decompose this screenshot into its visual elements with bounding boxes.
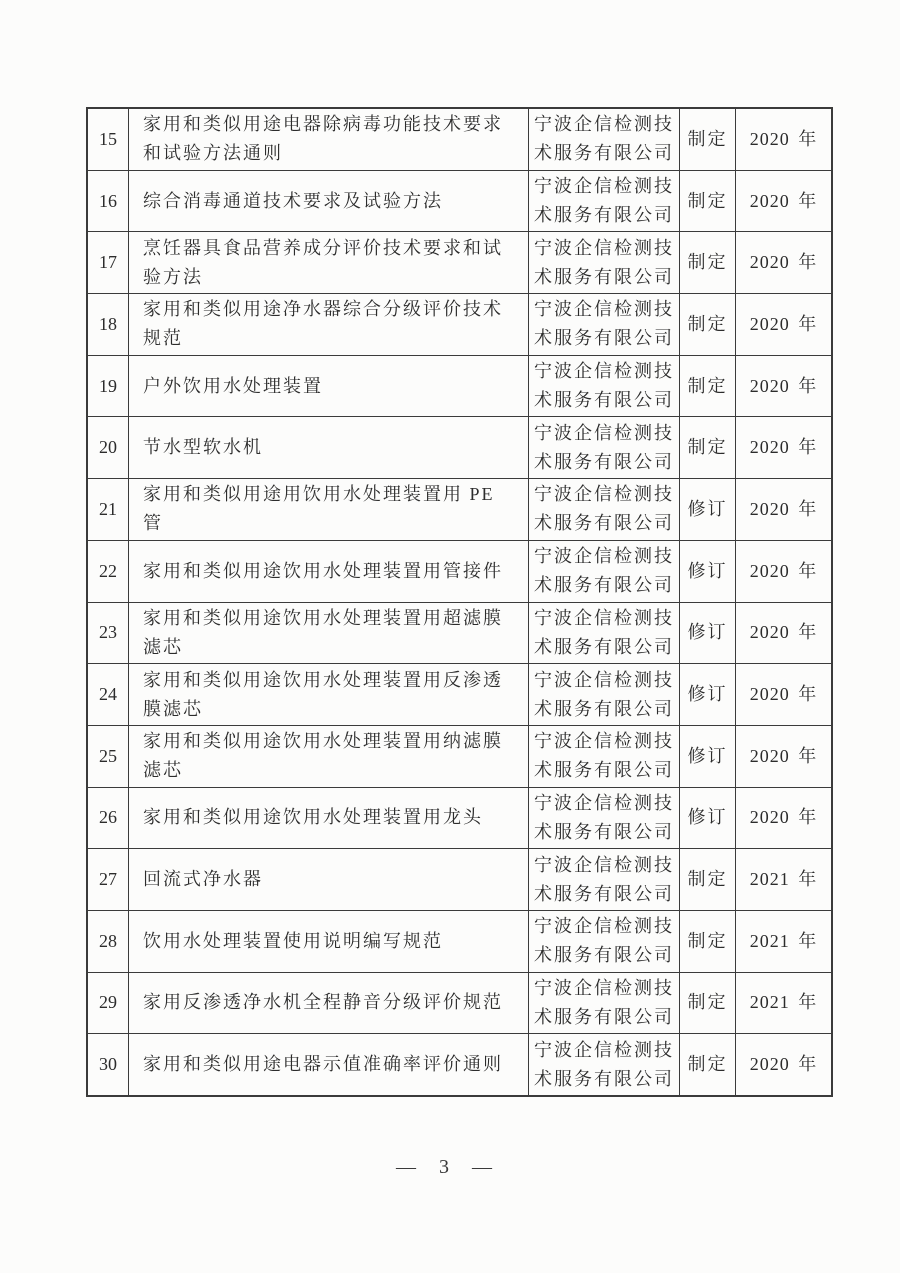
row-number: 28 <box>99 930 117 951</box>
drafting-organization: 宁波企信检测技术服务有限公司 <box>528 664 679 725</box>
row-number: 19 <box>99 375 117 396</box>
completion-year: 2020 年 <box>735 1034 831 1095</box>
drafting-organization: 宁波企信检测技术服务有限公司 <box>528 973 679 1034</box>
revision-type: 制定 <box>679 294 735 355</box>
completion-year: 2020 年 <box>735 664 831 725</box>
completion-year: 2020 年 <box>735 479 831 540</box>
standard-name: 家用和类似用途饮用水处理装置用管接件 <box>128 541 528 602</box>
standard-name: 回流式净水器 <box>128 849 528 910</box>
completion-year: 2021 年 <box>735 911 831 972</box>
drafting-organization: 宁波企信检测技术服务有限公司 <box>528 294 679 355</box>
row-number: 30 <box>99 1054 117 1075</box>
row-number: 17 <box>99 252 117 273</box>
drafting-organization: 宁波企信检测技术服务有限公司 <box>528 603 679 664</box>
drafting-organization: 宁波企信检测技术服务有限公司 <box>528 479 679 540</box>
drafting-organization: 宁波企信检测技术服务有限公司 <box>528 171 679 232</box>
standard-name: 综合消毒通道技术要求及试验方法 <box>128 171 528 232</box>
revision-type: 制定 <box>679 109 735 170</box>
revision-type: 制定 <box>679 232 735 293</box>
standard-name: 家用和类似用途用饮用水处理装置用 PE 管 <box>128 479 528 540</box>
table-row <box>88 602 831 664</box>
row-number: 15 <box>99 128 117 149</box>
completion-year: 2020 年 <box>735 788 831 849</box>
completion-year: 2021 年 <box>735 973 831 1034</box>
drafting-organization: 宁波企信检测技术服务有限公司 <box>528 1034 679 1095</box>
table-row <box>88 848 831 910</box>
table-row <box>88 170 831 232</box>
completion-year: 2020 年 <box>735 541 831 602</box>
table-row <box>88 787 831 849</box>
revision-type: 修订 <box>679 788 735 849</box>
revision-type: 制定 <box>679 911 735 972</box>
standard-name: 饮用水处理装置使用说明编写规范 <box>128 911 528 972</box>
row-number: 16 <box>99 190 117 211</box>
completion-year: 2020 年 <box>735 603 831 664</box>
row-number: 25 <box>99 745 117 766</box>
completion-year: 2020 年 <box>735 171 831 232</box>
drafting-organization: 宁波企信检测技术服务有限公司 <box>528 417 679 478</box>
drafting-organization: 宁波企信检测技术服务有限公司 <box>528 788 679 849</box>
revision-type: 制定 <box>679 356 735 417</box>
standard-name: 家用和类似用途饮用水处理装置用反渗透膜滤芯 <box>128 664 528 725</box>
revision-type: 修订 <box>679 726 735 787</box>
standard-name: 家用和类似用途饮用水处理装置用龙头 <box>128 788 528 849</box>
drafting-organization: 宁波企信检测技术服务有限公司 <box>528 109 679 170</box>
table-row <box>88 416 831 478</box>
revision-type: 制定 <box>679 171 735 232</box>
table-row <box>88 725 831 787</box>
standard-name: 家用和类似用途饮用水处理装置用超滤膜滤芯 <box>128 603 528 664</box>
revision-type: 修订 <box>679 603 735 664</box>
page-number: — 3 — <box>396 1156 494 1178</box>
table-row <box>88 1033 831 1095</box>
row-number: 18 <box>99 313 117 334</box>
drafting-organization: 宁波企信检测技术服务有限公司 <box>528 232 679 293</box>
row-number: 26 <box>99 807 117 828</box>
row-number: 29 <box>99 992 117 1013</box>
completion-year: 2020 年 <box>735 417 831 478</box>
drafting-organization: 宁波企信检测技术服务有限公司 <box>528 911 679 972</box>
row-number: 27 <box>99 869 117 890</box>
standard-name: 家用和类似用途净水器综合分级评价技术规范 <box>128 294 528 355</box>
completion-year: 2020 年 <box>735 726 831 787</box>
table-row <box>88 478 831 540</box>
standard-name: 户外饮用水处理装置 <box>128 356 528 417</box>
table-row <box>88 910 831 972</box>
row-number: 22 <box>99 560 117 581</box>
table-row <box>88 109 831 170</box>
standard-name: 家用反渗透净水机全程静音分级评价规范 <box>128 973 528 1034</box>
revision-type: 制定 <box>679 417 735 478</box>
table-row <box>88 972 831 1034</box>
revision-type: 修订 <box>679 541 735 602</box>
standard-name: 家用和类似用途饮用水处理装置用纳滤膜滤芯 <box>128 726 528 787</box>
standard-name: 节水型软水机 <box>128 417 528 478</box>
row-number: 20 <box>99 437 117 458</box>
standard-name: 烹饪器具食品营养成分评价技术要求和试验方法 <box>128 232 528 293</box>
row-number: 21 <box>99 498 117 519</box>
completion-year: 2020 年 <box>735 109 831 170</box>
row-number: 24 <box>99 684 117 705</box>
completion-year: 2020 年 <box>735 232 831 293</box>
revision-type: 制定 <box>679 849 735 910</box>
completion-year: 2020 年 <box>735 356 831 417</box>
table-row <box>88 231 831 293</box>
standard-name: 家用和类似用途电器除病毒功能技术要求和试验方法通则 <box>128 109 528 170</box>
drafting-organization: 宁波企信检测技术服务有限公司 <box>528 726 679 787</box>
standard-name: 家用和类似用途电器示值准确率评价通则 <box>128 1034 528 1095</box>
revision-type: 修订 <box>679 664 735 725</box>
drafting-organization: 宁波企信检测技术服务有限公司 <box>528 849 679 910</box>
drafting-organization: 宁波企信检测技术服务有限公司 <box>528 356 679 417</box>
revision-type: 修订 <box>679 479 735 540</box>
table-row <box>88 540 831 602</box>
table-row <box>88 355 831 417</box>
row-number: 23 <box>99 622 117 643</box>
revision-type: 制定 <box>679 1034 735 1095</box>
table-row <box>88 293 831 355</box>
drafting-organization: 宁波企信检测技术服务有限公司 <box>528 541 679 602</box>
standards-table <box>86 107 833 1097</box>
completion-year: 2021 年 <box>735 849 831 910</box>
table-row <box>88 663 831 725</box>
completion-year: 2020 年 <box>735 294 831 355</box>
revision-type: 制定 <box>679 973 735 1034</box>
